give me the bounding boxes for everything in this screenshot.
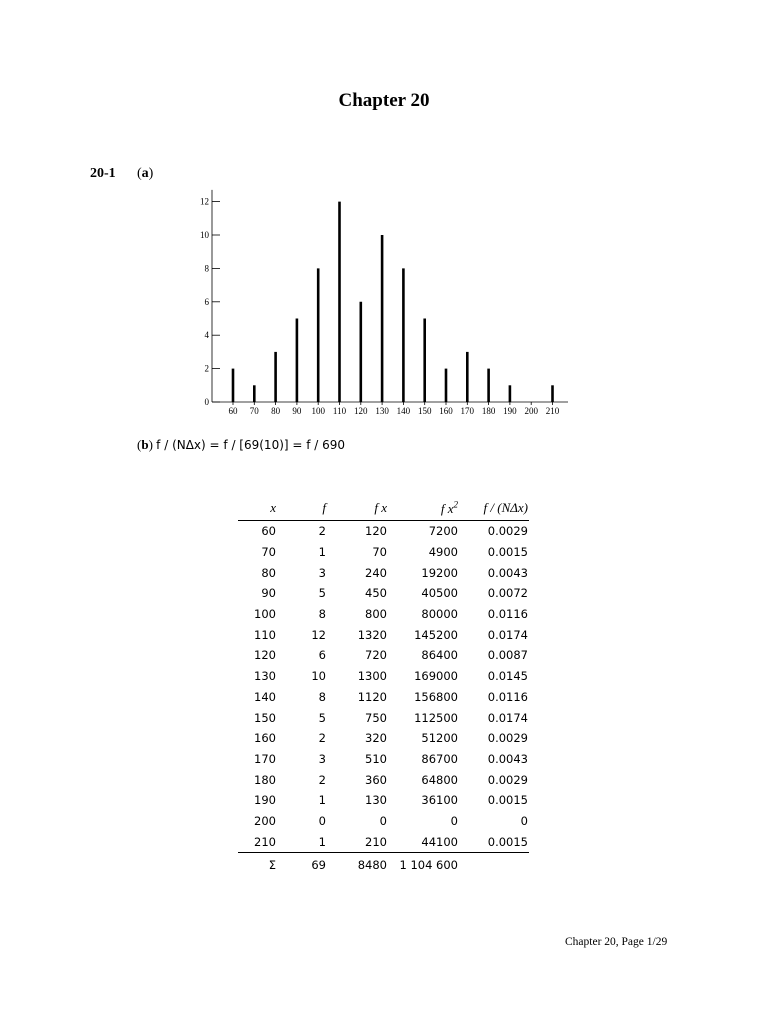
table-cell: 169000 <box>414 669 458 684</box>
table-cell: 80 <box>261 565 276 580</box>
table-row <box>238 687 529 708</box>
table-cell: 6 <box>318 648 326 663</box>
table-cell: 80000 <box>421 607 458 622</box>
y-tick-label: 12 <box>200 196 209 207</box>
x-tick-label: 70 <box>249 406 259 416</box>
x-tick-label: 170 <box>460 406 475 416</box>
table-cell: 8 <box>318 607 326 622</box>
table-row <box>238 562 529 583</box>
frequency-table <box>238 496 529 877</box>
table-cell: 210 <box>254 834 276 849</box>
table-cell: 510 <box>365 751 387 766</box>
table-cell: 1 <box>318 545 326 560</box>
table-row <box>238 811 529 832</box>
table-cell: 0 <box>450 813 458 828</box>
totals-cell: Σ <box>238 853 276 878</box>
part-b-letter: b <box>141 437 149 452</box>
table-cell: 0.0043 <box>487 565 528 580</box>
table-row <box>238 728 529 749</box>
header-fx2-text: f $x^2$ <box>440 499 458 516</box>
totals-cell <box>458 853 529 878</box>
table-cell: 112500 <box>414 710 458 725</box>
exponent: 2 <box>453 499 458 510</box>
table-cell: 130 <box>365 793 387 808</box>
x-tick-label: 130 <box>375 406 389 416</box>
table-row <box>238 769 529 790</box>
part-b-formula: f / (NΔx) = f / [69(10)] = f / 690 <box>156 438 346 452</box>
table-cell: 750 <box>365 710 387 725</box>
table-cell: 86400 <box>421 648 458 663</box>
table-row <box>238 542 529 563</box>
table-cell: 140 <box>254 689 276 704</box>
table-cell: 0 <box>520 813 528 828</box>
part-a-letter: a <box>141 166 149 181</box>
x-tick-label: 180 <box>481 406 496 416</box>
table-row <box>238 645 529 666</box>
table-cell: 1320 <box>357 627 387 642</box>
x-tick-label: 110 <box>332 406 347 416</box>
table-cell: 12 <box>311 627 326 642</box>
totals-cell: 1 104 600 <box>387 853 458 878</box>
table-cell: 190 <box>254 793 276 808</box>
table-cell: 40500 <box>421 586 458 601</box>
y-tick-label: 8 <box>204 263 209 274</box>
table-cell: 8 <box>318 689 326 704</box>
frequency-bar-chart <box>190 186 580 422</box>
table-cell: 0 <box>318 813 326 828</box>
table-row <box>238 624 529 645</box>
y-tick-label: 0 <box>204 397 209 407</box>
table-cell: 0.0174 <box>487 627 528 642</box>
table-row <box>238 749 529 770</box>
table-cell: 1 <box>318 793 326 808</box>
table-cell: 160 <box>254 731 276 746</box>
table-cell: 170 <box>254 751 276 766</box>
table-cell: 180 <box>254 772 276 787</box>
table-cell: 210 <box>365 834 387 849</box>
table-row <box>238 707 529 728</box>
table-cell: 2 <box>318 731 326 746</box>
table-cell: 0.0116 <box>487 689 528 704</box>
part-a-label: (a) <box>137 166 154 181</box>
y-tick-label: 2 <box>204 363 209 374</box>
table-cell: 44100 <box>421 834 458 849</box>
table-row <box>238 790 529 811</box>
table-row <box>238 666 529 687</box>
table-row <box>238 521 529 542</box>
table-cell: 0.0015 <box>487 545 528 560</box>
y-tick-label: 4 <box>204 330 209 341</box>
table-cell: 120 <box>254 648 276 663</box>
table-cell: 0.0072 <box>487 586 528 601</box>
part-b: (b) f / (NΔx) = f / [69(10)] = f / 690 <box>137 437 346 452</box>
table-cell: 100 <box>254 607 276 622</box>
table-cell: 0.0029 <box>487 772 528 787</box>
table-cell: 800 <box>365 607 387 622</box>
table-cell: 156800 <box>414 689 458 704</box>
header-fx: f x <box>326 496 387 521</box>
table-cell: 3 <box>318 751 326 766</box>
x-tick-label: 210 <box>545 406 560 416</box>
table-cell: 70 <box>261 545 276 560</box>
table-totals-row <box>238 853 529 878</box>
table-cell: 720 <box>365 648 387 663</box>
table-cell: 120 <box>365 524 387 539</box>
table-cell: 4900 <box>428 545 458 560</box>
table-cell: 0.0029 <box>487 731 528 746</box>
table-body <box>238 521 529 878</box>
table-cell: 320 <box>365 731 387 746</box>
table-cell: 3 <box>318 565 326 580</box>
table-cell: 450 <box>365 586 387 601</box>
table-row <box>238 604 529 625</box>
table-cell: 110 <box>254 627 276 642</box>
table-header-row <box>238 496 529 521</box>
x-tick-label: 120 <box>354 406 368 416</box>
y-tick-label: 6 <box>204 296 209 307</box>
x-tick-label: 100 <box>311 406 325 416</box>
table-cell: 60 <box>261 524 276 539</box>
table-cell: 0.0043 <box>487 751 528 766</box>
table-cell: 5 <box>318 710 326 725</box>
problem-number: 20-1 <box>90 166 116 181</box>
table-cell: 130 <box>254 669 276 684</box>
table-cell: 0.0015 <box>487 793 528 808</box>
table-cell: 1120 <box>357 689 387 704</box>
table-cell: 2 <box>318 524 326 539</box>
table-cell: 0.0116 <box>487 607 528 622</box>
table-row <box>238 831 529 852</box>
table-cell: 0.0174 <box>487 710 528 725</box>
table-cell: 0 <box>379 813 387 828</box>
table-cell: 36100 <box>421 793 458 808</box>
table-cell: 145200 <box>414 627 458 642</box>
totals-cell: 69 <box>276 853 326 878</box>
page-footer: Chapter 20, Page 1/29 <box>565 936 668 948</box>
x-tick-label: 150 <box>417 406 432 416</box>
table-cell: 0.0015 <box>487 834 528 849</box>
table-cell: 10 <box>311 669 326 684</box>
header-fx2 <box>387 496 458 521</box>
table-cell: 7200 <box>428 524 458 539</box>
x-tick-label: 190 <box>503 406 517 416</box>
table-cell: 240 <box>365 565 387 580</box>
table-cell: 5 <box>318 586 326 601</box>
header-f: f <box>276 496 326 521</box>
page-title: Chapter 20 <box>338 90 430 111</box>
table-cell: 70 <box>372 545 387 560</box>
y-tick-label: 10 <box>200 230 209 240</box>
table-cell: 0.0145 <box>487 669 528 684</box>
table-cell: 0.0087 <box>487 648 528 663</box>
x-tick-label: 160 <box>439 406 453 416</box>
table-cell: 19200 <box>421 565 458 580</box>
totals-cell: 8480 <box>326 853 387 878</box>
table-cell: 86700 <box>421 751 458 766</box>
table-cell: 2 <box>318 772 326 787</box>
table-cell: 1300 <box>357 669 387 684</box>
header-f-ndx: f / (NΔx) <box>458 496 529 521</box>
header-x: x <box>238 496 276 521</box>
table-row <box>238 583 529 604</box>
x-tick-label: 140 <box>396 406 411 416</box>
table-cell: 150 <box>254 710 276 725</box>
table-cell: 0.0029 <box>487 524 528 539</box>
x-tick-label: 200 <box>524 406 538 416</box>
table-cell: 90 <box>261 586 276 601</box>
table-cell: 51200 <box>421 731 458 746</box>
table-cell: 64800 <box>421 772 458 787</box>
problem-heading <box>90 166 154 182</box>
table-cell: 1 <box>318 834 326 849</box>
table-cell: 200 <box>254 813 276 828</box>
x-tick-label: 80 <box>271 406 281 416</box>
table-cell: 360 <box>365 772 387 787</box>
x-tick-label: 60 <box>228 406 238 416</box>
x-tick-label: 90 <box>292 406 302 416</box>
